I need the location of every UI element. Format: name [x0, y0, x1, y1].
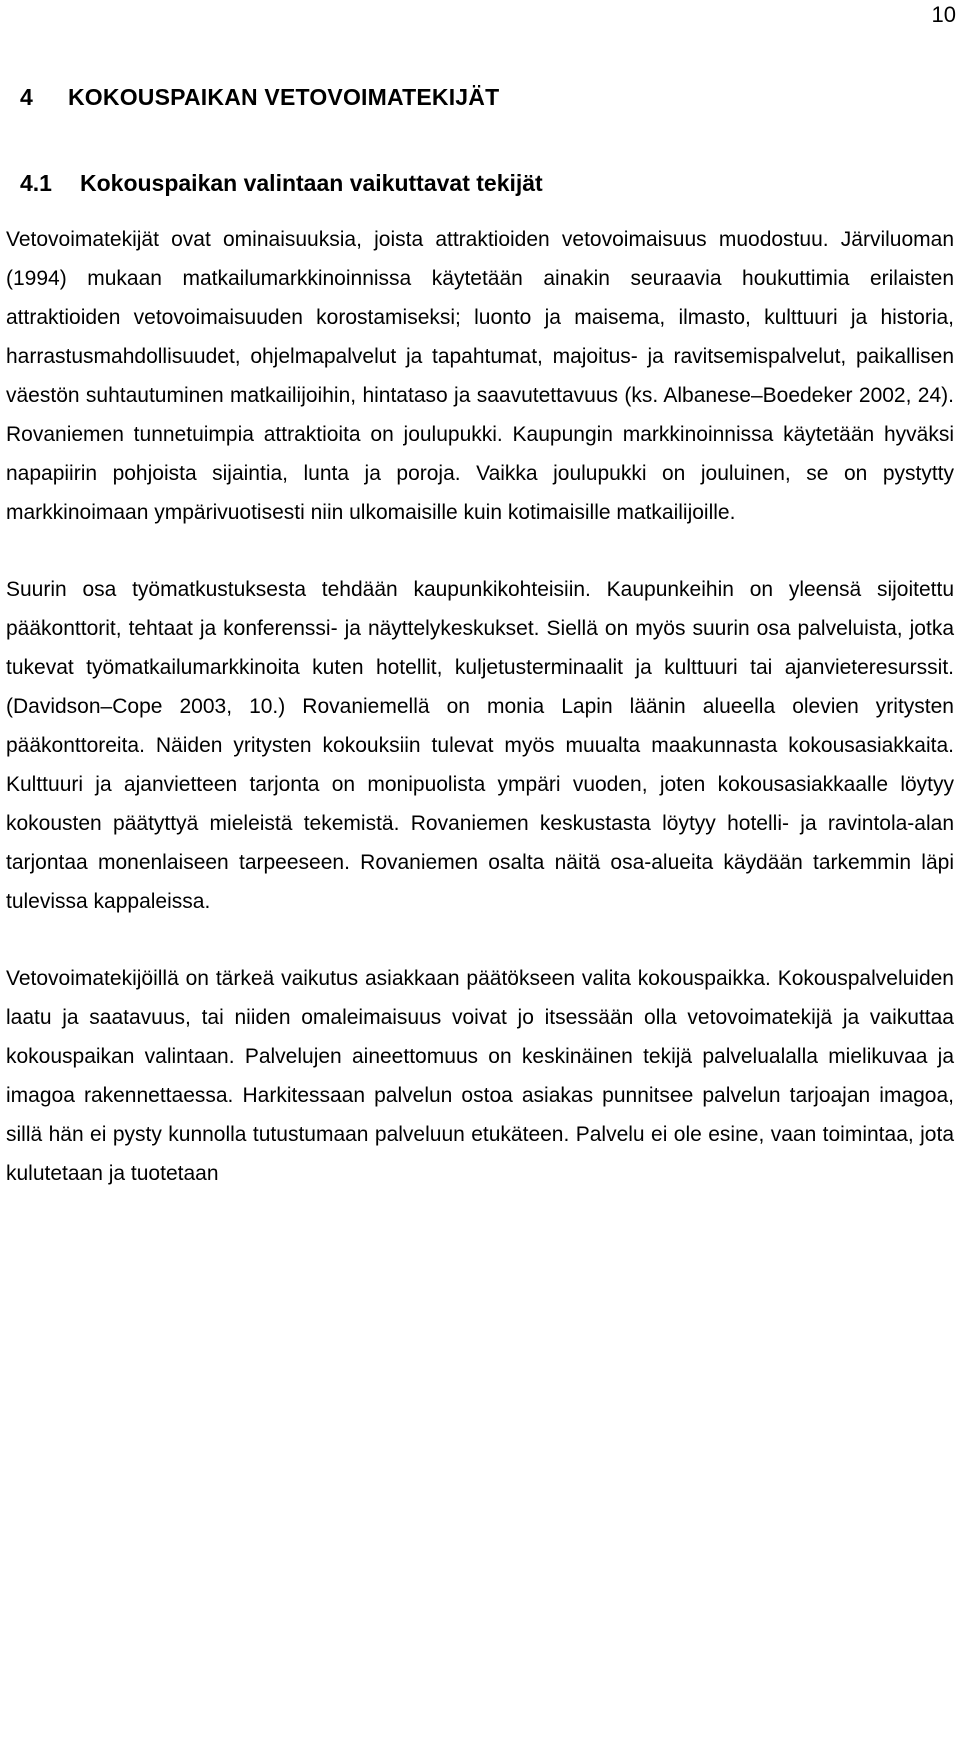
paragraph-1: Vetovoimatekijät ovat ominaisuuksia, joista attraktioiden vetovoimaisuus muodostuu. Järviluoman (1994) mukaan matkailumarkkinoinnissa käytetään ainakin seuraavia houkuttimia erilaisten attraktioiden vetovoimaisuuden korostamiseksi; luonto ja maisema, ilmasto, kulttuuri ja historia, harrastusmahdollisuudet, ohjelmapalvelut ja tapahtumat, majoitus- ja ravitsemispalvelut, paikallisen väestön suhtautuminen matkailijoihin, hintataso ja saavutettavuus (ks. Albanese–Boedeker 2002, 24). Rovaniemen tunnetuimpia attraktioita on joulupukki. Kaupungin markkinoinnissa käytetään hyväksi napapiirin pohjoista sijaintia, lunta ja poroja. Vaikka joulupukki on jouluinen, se on pystytty markkinoimaan ympärivuotisesti niin ulkomaisille kuin kotimaisille matkailijoille.	[6, 228, 954, 524]
chapter-number: 4	[20, 84, 33, 110]
paragraph-2: Suurin osa työmatkustuksesta tehdään kaupunkikohteisiin. Kaupunkeihin on yleensä sijoitettu pääkonttorit, tehtaat ja konferenssi- ja näyttelykeskukset. Siellä on myös suurin osa palveluista, jotka tukevat työmatkailumarkkinoita kuten hotellit, kuljetusterminaalit ja kulttuuri tai ajanvieteresurssit. (Davidson–Cope 2003, 10.) Rovaniemellä on monia Lapin läänin alueella olevien yritysten pääkonttoreita. Näiden yritysten kokouksiin tulevat myös muualta maakunnasta kokousasiakkaita. Kulttuuri ja ajanvietteen tarjonta on monipuolista ympäri vuoden, joten kokousasiakkaalle löytyy kokousten päätyttyä mieleistä tekemistä. Rovaniemen keskustasta löytyy hotelli- ja ravintola-alan tarjontaa monenlaiseen tarpeeseen. Rovaniemen osalta näitä osa-alueita käydään tarkemmin läpi tulevissa kappaleissa.	[6, 578, 954, 913]
section-number: 4.1	[20, 170, 52, 196]
section-title: Kokouspaikan valintaan vaikuttavat tekijät	[80, 170, 543, 196]
paragraph-3: Vetovoimatekijöillä on tärkeä vaikutus asiakkaan päätökseen valita kokouspaikka. Kokouspalveluiden laatu ja saatavuus, tai niiden omaleimaisuus voivat jo itsessään olla vetovoimatekijä ja vaikuttaa kokouspaikan valintaan. Palvelujen aineettomuus on keskinäinen tekijä palvelualalla mielikuvaa ja imagoa rakennettaessa. Harkitessaan palvelun ostoa asiakas punnitsee palvelun tarjoajan imagoa, sillä hän ei pysty kunnolla tutustumaan palveluun etukäteen. Palvelu ei ole esine, vaan toimintaa, jota kulutetaan ja tuotetaan	[6, 967, 954, 1185]
document-body	[6, 78, 954, 1193]
chapter-title: KOKOUSPAIKAN VETOVOIMATEKIJÄT	[68, 84, 500, 110]
page-number: 10	[931, 2, 956, 27]
section-heading	[20, 164, 954, 202]
chapter-heading	[20, 78, 954, 116]
